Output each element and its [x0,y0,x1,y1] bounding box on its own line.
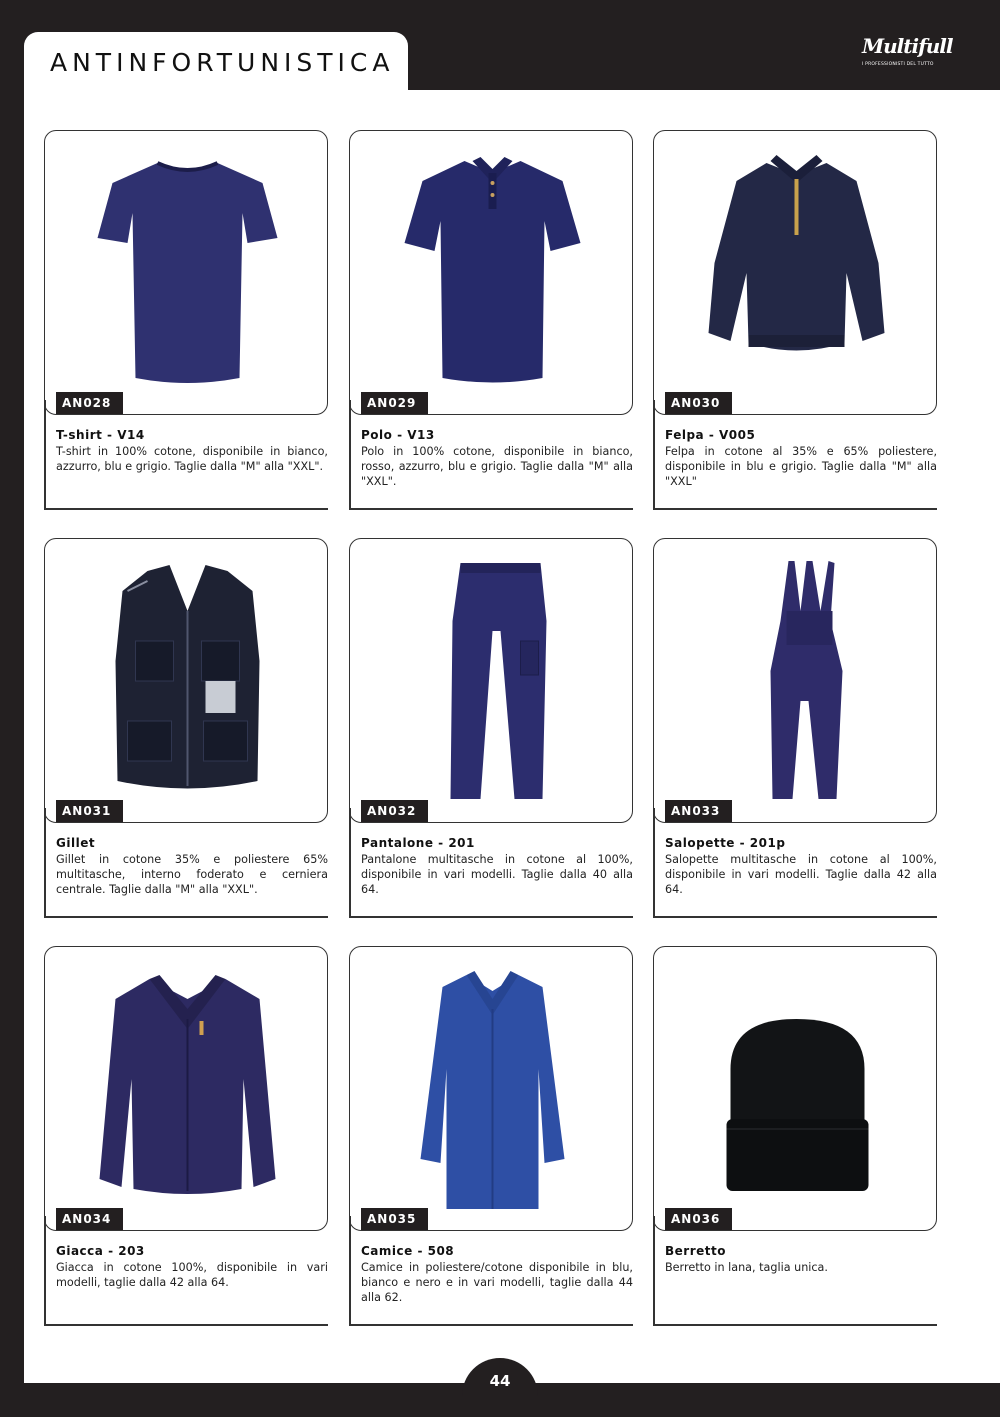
product-description: Gillet in cotone 35% e poliestere 65% multitasche, interno foderato e cerniera centrale. Taglie dalla "M" alla "XXL". [56,853,328,896]
card-underline [653,916,937,918]
product-card [44,946,334,1328]
card-underline [44,916,328,918]
polo-icon [390,143,595,393]
beanie-icon [694,959,899,1209]
product-card [349,946,639,1328]
product-code: AN034 [56,1208,123,1230]
card-underline [349,916,633,918]
product-card [349,538,639,920]
card-underline [44,1324,328,1326]
product-description: Giacca in cotone 100%, disponibile in vari modelli, taglie dalla 42 alla 64. [56,1261,328,1289]
sweatshirt-icon [694,143,899,393]
product-title: Pantalone - 201 [361,836,475,850]
product-code: AN032 [361,800,428,822]
trousers-icon [390,551,595,801]
card-underline [653,508,937,510]
product-code: AN035 [361,1208,428,1230]
product-card [44,130,334,512]
product-image-frame [44,538,328,823]
logo-text: Multifull [862,34,953,58]
product-description: T-shirt in 100% cotone, disponibile in bianco, azzurro, blu e grigio. Taglie dalla "M" alla "XXL". [56,445,328,473]
product-image-frame [653,538,937,823]
product-title: Berretto [665,1244,726,1258]
card-underline [349,1324,633,1326]
card-underline [653,1324,937,1326]
product-card [653,946,943,1328]
product-card [349,130,639,512]
page-number: 44 [489,1372,511,1390]
product-code: AN031 [56,800,123,822]
overalls-icon [694,551,899,801]
product-code: AN036 [665,1208,732,1230]
product-title: Salopette - 201p [665,836,786,850]
product-card [44,538,334,920]
product-title: Giacca - 203 [56,1244,145,1258]
product-description: Pantalone multitasche in cotone al 100%, disponibile in vari modelli. Taglie dalla 40 alla 64. [361,853,633,896]
product-title: Gillet [56,836,96,850]
page-title: ANTINFORTUNISTICA [50,48,395,77]
product-title: Felpa - V005 [665,428,756,442]
product-code: AN029 [361,392,428,414]
product-image-frame [653,130,937,415]
product-image-frame [349,538,633,823]
product-code: AN030 [665,392,732,414]
product-image-frame [349,130,633,415]
jacket-icon [85,959,290,1209]
product-description: Camice in poliestere/cotone disponibile in blu, bianco e nero e in vari modelli, taglie dalla 44 alla 62. [361,1261,633,1304]
logo-tagline: I PROFESSIONISTI DEL TUTTO [862,62,934,67]
product-description: Salopette multitasche in cotone al 100%, disponibile in vari modelli. Taglie dalla 42 alla 64. [665,853,937,896]
lab-coat-icon [390,959,595,1209]
card-underline [44,508,328,510]
product-card [653,538,943,920]
product-title: Camice - 508 [361,1244,455,1258]
vest-icon [85,551,290,801]
product-code: AN033 [665,800,732,822]
brand-logo [862,34,953,74]
card-underline [349,508,633,510]
product-description: Felpa in cotone al 35% e 65% poliestere, disponibile in blu e grigio. Taglie dalla "M" alla "XXL" [665,445,937,488]
product-image-frame [44,946,328,1231]
product-description: Polo in 100% cotone, disponibile in bianco, rosso, azzurro, blu e grigio. Taglie dalla "M" alla "XXL". [361,445,633,488]
product-card [653,130,943,512]
product-title: T-shirt - V14 [56,428,145,442]
title-tab [24,32,408,96]
page-number-tab [462,1358,538,1398]
product-description: Berretto in lana, taglia unica. [665,1261,828,1274]
product-image-frame [349,946,633,1231]
left-border [0,0,24,1417]
product-code: AN028 [56,392,123,414]
product-title: Polo - V13 [361,428,435,442]
product-image-frame [44,130,328,415]
product-image-frame [653,946,937,1231]
tshirt-icon [85,143,290,393]
